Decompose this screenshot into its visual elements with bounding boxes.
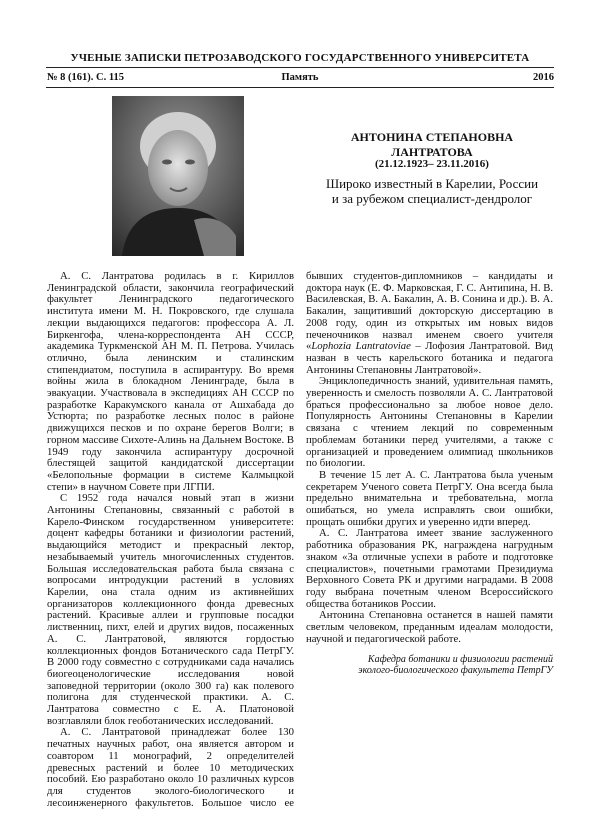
paragraph-3-continued-text: бывших студентов-дипломников – кандидаты и доктора наук (Е. Ф. Марковская, Г. С. Антипина, Н. В. Василевская, В. А. Бакалин, А. В. Сонина и др.). В. А. Бакалин, защитивший докторскую диссертацию в 2008 году, один из открытых им новых видов печеночников назвал именем своего учителя «	[306, 270, 553, 353]
issue-number: № 8 (161). С. 115	[47, 72, 125, 83]
subtitle-line-1: Широко известный в Карелии, России	[325, 176, 539, 191]
paragraph-1: А. С. Лантратова родилась в г. Кириллов Ленинградской области, закончила географический факультет Ленинградского педагогического института имени М. Н. Покровского, где слушала лекции выдающихся педагогов: профессора А. Л. Биркенгофа, члена-корреспондента АН СССР, академика Туркменской АН М. П. Петрова. Училась отлично, была ленинским и сталинским стипендиатом, поступила в аспирантуру. Во время войны жила в блокадном Ленинграде, была в эвакуации. Участвовала в экспедициях АН СССР по разработке Каракумского канала от Ашхабада до Устюрта; по разработке лесных полос в районе движущихся песков и по охране берегов Волги; в горном массиве Сихоте-Алинь на Дальнем Востоке. В 1949 году закончила аспирантуру досрочной блестящей защитой кандидатской диссертации «Белопольные формации в системе Калмыцкой степи» в научном Совете при ЛГПИ.	[47, 270, 295, 493]
signature-line-2: эколого-биологического факультета ПетрГУ	[358, 665, 553, 676]
paragraph-4: Энциклопедичность знаний, удивительная память, уверенность и смелость позволяли А. С. Лантратовой браться профессионально за любое новое дело. Популярность Антонины Степановны в Карелии связана с чтением лекций по современным проблемам ботаники перед учителями, а также с организацией и проведением олимпиад школьников по биологии.	[306, 375, 553, 470]
paragraph-3-continued	[306, 271, 553, 376]
paragraph-6: А. С. Лантратова имеет звание заслуженного работника образования РК, награждена нагрудным знаком «За отличные успехи в работе и подготовке специалистов», почетными грамотами Президиума Верховного Совета РК и другими наградами. В 2008 году выбрана почетным членом Всероссийского общества ботаников России.	[306, 527, 553, 610]
paragraph-3-text: А. С. Лантратовой принадлежат более 130 печатных научных работ, она является автором и соавтором 11 монографий, 2 определителей древесных растений и более 10 методических пособий. Ею разработано около 10 различных курсов для студентов эколого-биологического и лесоинженерного факультетов. Большое число ее	[47, 726, 294, 809]
section-name: Память	[281, 72, 319, 83]
name-heading	[292, 130, 572, 160]
paragraph-3-tail: – Лофозия Лантратовой. Вид назван в честь карельского ботаника и педагога Антонины Степановны Лантратовой».	[306, 340, 553, 376]
journal-title: УЧЕНЫЕ ЗАПИСКИ ПЕТРОЗАВОДСКОГО ГОСУДАРСТВЕННОГО УНИВЕРСИТЕТА	[70, 52, 530, 64]
subtitle	[292, 176, 572, 206]
header-rule	[46, 67, 554, 68]
species-name: Lophozia Lantratoviae	[311, 340, 411, 353]
life-dates: (21.12.1923– 23.11.2016)	[375, 158, 489, 170]
subtitle-line-2: и за рубежом специалист-дендролог	[331, 191, 533, 206]
paragraph-5: В течение 15 лет А. С. Лантратова была ученым секретарем Ученого совета ПетрГУ. Она всегда была предельно внимательна и требовательна, могла ошибаться, но умела исправлять свои ошибки, прощать ошибки других и уверенно идти вперед.	[306, 468, 553, 528]
meta-rule	[46, 87, 554, 88]
signature	[306, 654, 553, 677]
paragraph-7: Антонина Степановна останется в нашей памяти светлым человеком, преданным идеалам молодости, научной и педагогической работе.	[306, 609, 553, 645]
signature-line-1: Кафедра ботаники и физиологии растений	[367, 653, 553, 665]
paragraph-2: С 1952 года начался новый этап в жизни Антонины Степановны, связанный с работой в Карело-Финском государственном университете: доцент кафедры ботаники и физиологии растений, выдающийся методист и прекрасный лектор, незабываемый учитель многочисленных студентов. Большая исследовательская работа была связана с вопросами интродукции растений в условиях Карелии, она стала одним из активнейших организаторов коллекционного фонда древесных растений. Красивые аллеи и групповые посадки лиственниц, пихт, елей и других видов, посаженных А. С. Лантратовой, являются гордостью коллекционных фондов Ботанического сада ПетрГУ. В 2000 году совместно с сотрудниками сада начались биогеоценологические исследования новой заповедной территории (около 300 га) как полевого полигона для студенческой практики. А. С. Лантратова совместно с Е. А. Платоновой возглавляли блок геоботанических исследований.	[47, 492, 294, 727]
portrait-photo	[112, 96, 244, 256]
text-column-right	[306, 271, 553, 677]
text-column-left	[47, 271, 294, 809]
year: 2016	[533, 72, 554, 83]
paragraph-3	[47, 727, 294, 809]
name-line-1: АНТОНИНА СТЕПАНОВНА	[350, 130, 514, 144]
name-line-2: ЛАНТРАТОВА	[391, 145, 473, 159]
